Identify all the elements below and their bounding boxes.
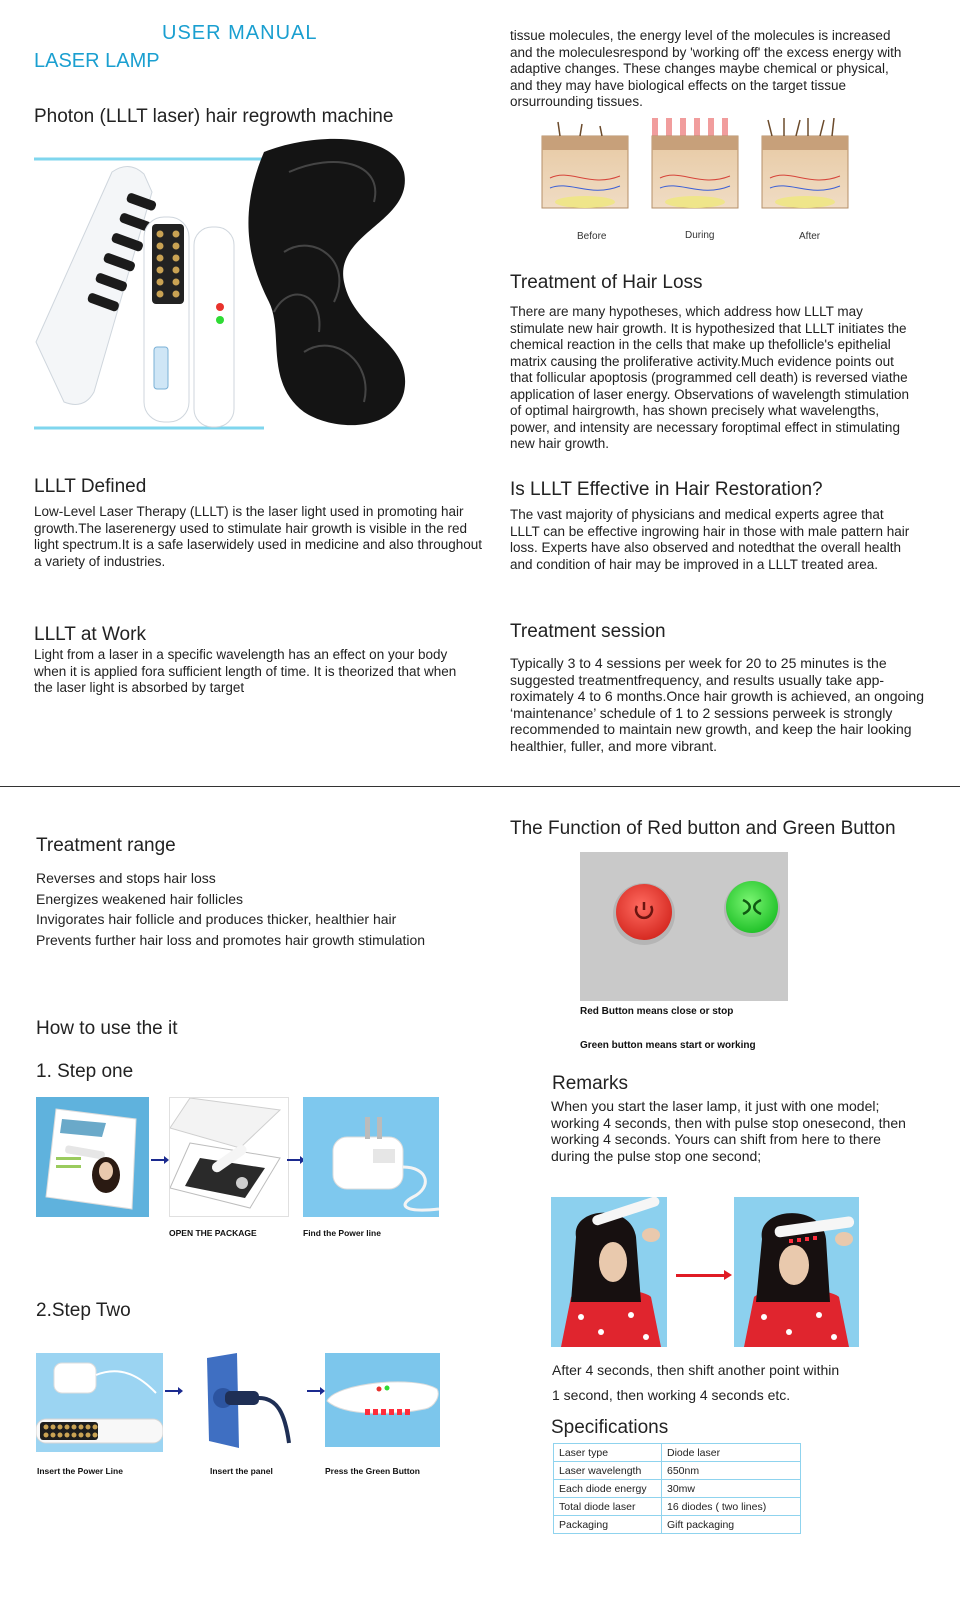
remarks-text: When you start the laser lamp, it just with one model; working 4 seconds, then with pulse stop onesecond, then working 4 seconds. Yours can shift from here to there during the pulse stop one second; [551,1098,906,1164]
lllt-defined-text: Low-Level Laser Therapy (LLLT) is the laser light used in promoting hair growth.The laserenergy used to stimulate hair growth is visible in the red light spectrum.It is a safe laserwidely used in medicine and also throughout a variety of industries. [34,504,482,569]
list-item: Energizes weakened hair follicles [36,890,243,907]
stage-after-label: After [799,231,821,242]
specifications-table [553,1443,801,1534]
treatment-hair-loss-heading: Treatment of Hair Loss [510,272,703,293]
spec-label: Each diode energy [554,1480,662,1498]
step-arrow [165,1390,179,1392]
page-title: Photon (LLLT laser) hair regrowth machine [34,106,394,127]
intro-continued-text: tissue molecules, the energy level of the molecules is increased and the moleculesrespond by 'working off' the excess energy with adaptive changes. These changes maybe chemical or physical, and they may have biological effects on the target tissue orsurrounding tissues. [510,28,902,109]
step-arrow [287,1159,301,1161]
remarks-heading: Remarks [552,1073,629,1094]
red-button-caption: Red Button means close or stop [580,1006,734,1017]
spec-label: Packaging [554,1516,662,1534]
treatment-hair-loss-text: There are many hypotheses, which address how LLLT may stimulate new hair growth. It is hypothesized that LLLT initiates the chemical reaction in the cells that make up thefollicle's epithelial matrix causing the proliferative activity.Much evidence points out that follicular apoptosis (programmed cell death) is reversed viathe application of laser energy. Observations of wavelength stimulation of optimal hairgrowth, has shown precisely what wavelengths, power, and intensity are necessary foroptimal effect in stimulating new hair growth. [510,304,909,451]
woman-before-photo [551,1197,667,1347]
button-function-heading: The Function of Red button and Green Button [510,818,896,839]
table-row [554,1498,801,1516]
section-divider [0,786,960,787]
spec-label: Total diode laser [554,1498,662,1516]
list-item: Reverses and stops hair loss [36,870,216,886]
power-adapter-photo [303,1097,439,1217]
table-row [554,1444,801,1462]
effective-text: The vast majority of physicians and medical experts agree that LLLT can be effective ingrowing hair in those with male pattern hair loss. Experts have also observed and notedthat the overall health and condition of hair may be improved in a LLLT treated area. [510,507,910,572]
treatment-range-heading: Treatment range [36,835,176,856]
step2-caption-power-line: Insert the Power Line [37,1466,123,1476]
specifications-heading: Specifications [551,1417,669,1438]
step-arrow [307,1390,321,1392]
lllt-work-heading: LLLT at Work [34,624,146,645]
spec-label: Laser type [554,1444,662,1462]
spec-value: Gift packaging [662,1516,801,1534]
step-two-heading: 2.Step Two [36,1300,131,1321]
step-arrow [151,1159,165,1161]
spec-value: 16 diodes ( two lines) [662,1498,801,1516]
manual-label: USER MANUAL [162,22,318,44]
list-item: Invigorates hair follicle and produces thicker, healthier hair [36,911,397,927]
red-arrow [676,1274,726,1277]
insert-power-line-photo [36,1353,163,1452]
open-package-photo [169,1097,289,1217]
remarks-after-line2: 1 second, then working 4 seconds etc. [552,1387,791,1403]
stage-during-label: During [685,230,715,241]
insert-panel-photo [197,1353,297,1452]
step2-caption-panel: Insert the panel [210,1466,273,1476]
step-one-heading: 1. Step one [36,1061,134,1082]
stage-before-label: Before [577,231,607,242]
green-button-caption: Green button means start or working [580,1040,756,1051]
list-item: Prevents further hair loss and promotes hair growth stimulation [36,931,426,948]
remarks-after-line1: After 4 seconds, then shift another point within [552,1362,840,1378]
table-row [554,1480,801,1498]
step2-caption-green: Press the Green Button [325,1466,420,1476]
session-heading: Treatment session [510,621,666,642]
table-row [554,1462,801,1480]
product-photo [34,132,414,442]
spec-value: 30mw [662,1480,801,1498]
hair-follicle-diagram [540,118,860,248]
step1-caption-power: Find the Power line [303,1228,381,1238]
spec-value: 650nm [662,1462,801,1480]
how-to-heading: How to use the it [36,1018,178,1039]
effective-heading: Is LLLT Effective in Hair Restoration? [510,479,823,500]
product-name: LASER LAMP [34,50,160,72]
red-green-button-photo [580,852,788,1001]
session-text: Typically 3 to 4 sessions per week for 20 to 25 minutes is the suggested treatmentfrequency, and results usually take app-roximately 4 to 6 months.Once hair growth is achieved, an ongoing ‘maintenance’ schedule of 1 to 2 sessions perweek is strongly recommended to maintain new growth, and keep the hair looking healthier, fuller, and more vibrant. [510,655,925,754]
table-row [554,1516,801,1534]
step1-caption-open: OPEN THE PACKAGE [169,1228,257,1238]
treatment-range-list [36,868,476,950]
lllt-defined-heading: LLLT Defined [34,476,147,497]
spec-label: Laser wavelength [554,1462,662,1480]
woman-after-photo [734,1197,859,1347]
spec-value: Diode laser [662,1444,801,1462]
package-box-photo [36,1097,149,1217]
lllt-work-text: Light from a laser in a specific wavelength has an effect on your body when it is applied fora sufficient length of time. It is theorized that when the laser light is absorbed by target [34,647,457,695]
press-green-button-photo [325,1353,440,1447]
